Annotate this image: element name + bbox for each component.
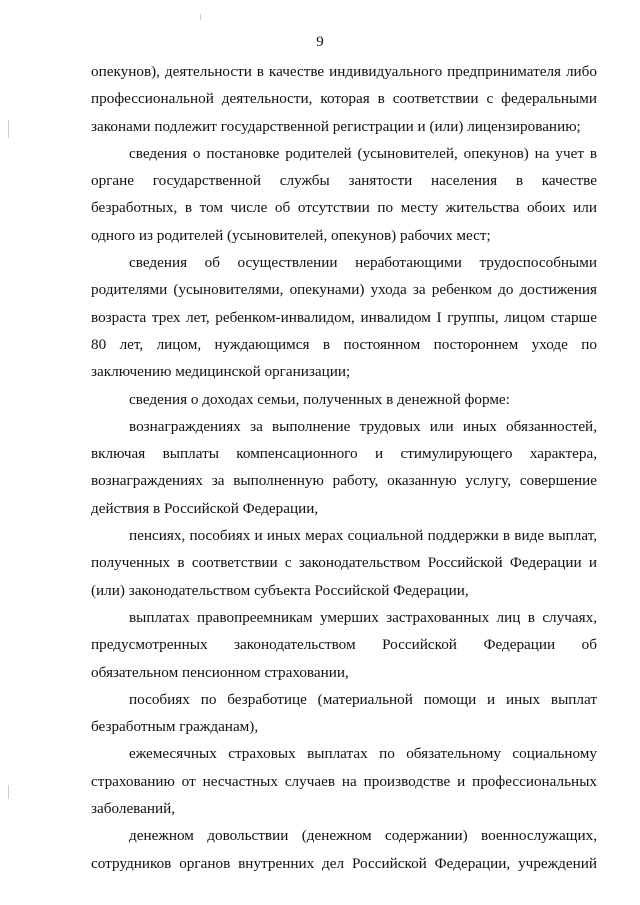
page-number: 9 (316, 34, 324, 50)
scan-margin-mark (200, 14, 201, 20)
paragraph: сведения о доходах семьи, полученных в денежной форме: (129, 390, 510, 408)
paragraph: денежном довольствии (денежном содержании) военнослужащих, сотрудников органов внутренних дел Российской Федерации, учреждений (91, 827, 597, 872)
paragraph: сведения об осуществлении неработающими трудоспособными родителями (усыновителями, опекунами) ухода за ребенком до достижения возраста трех лет, ребенком-инвалидом, инвалидом I группы, лицом старше 80 лет, лицом, нуждающимся в постоянном постороннем уходе по заключению медицинской организации; (91, 254, 597, 381)
document-body (91, 58, 597, 877)
paragraph: сведения о постановке родителей (усыновителей, опекунов) на учет в органе государственной службы занятости населения в качестве безработных, в том числе об отсутствии по месту жительства обоих или одного из родителей (усыновителей, опекунов) рабочих мест; (91, 144, 597, 244)
paragraph: пособиях по безработице (материальной помощи и иных выплат безработным гражданам), (91, 690, 597, 736)
scan-margin-mark (8, 120, 9, 138)
paragraph: пенсиях, пособиях и иных мерах социальной поддержки в виде выплат, полученных в соответствии с законодательством Российской Федерации и (или) законодательством субъекта Российской Федерации, (91, 527, 597, 599)
paragraph: ежемесячных страховых выплатах по обязательному социальному страхованию от несчастных случаев на производстве и профессиональных заболеваний, (91, 745, 597, 818)
paragraph: вознаграждениях за выполнение трудовых или иных обязанностей, включая выплаты компенсационного и стимулирующего характера, вознаграждениях за выполненную работу, оказанную услугу, совершение действия в Российской Федерации, (91, 417, 597, 517)
paragraph: опекунов), деятельности в качестве индивидуального предпринимателя либо профессиональной деятельности, которая в соответствии с федеральными законами подлежит государственной регистрации и (или) лицензированию; (91, 63, 597, 135)
paragraph: выплатах правопреемникам умерших застрахованных лиц в случаях, предусмотренных законодательством Российской Федерации об обязательном пенсионном страховании, (91, 608, 597, 681)
scan-margin-mark (8, 785, 9, 799)
